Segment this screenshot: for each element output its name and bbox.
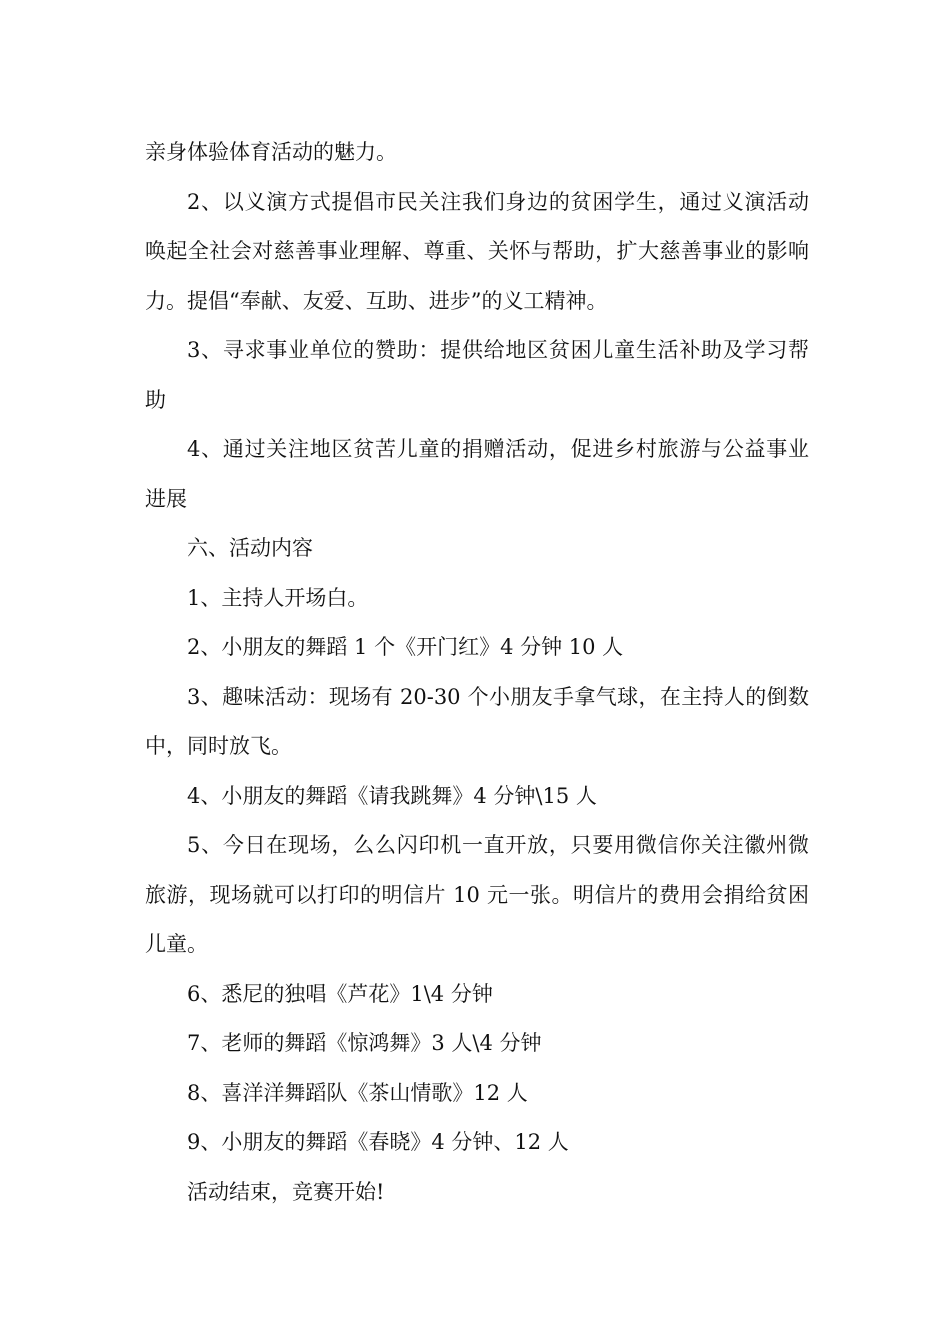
closing-line: 活动结束，竞赛开始!	[187, 1179, 385, 1204]
list-item-1: 1、主持人开场白。	[187, 585, 369, 610]
list-item-9: 9、小朋友的舞蹈《春晓》4 分钟、12 人	[187, 1130, 569, 1154]
list-item-5: 5、今日在现场，么么闪印机一直开放，只要用微信你关注徽州微旅游，现场就可以打印的明信片 10 元一张。明信片的费用会捐给贫困儿童。	[145, 833, 809, 956]
section-heading-activity-content: 六、活动内容	[187, 536, 313, 560]
paragraph-3: 3、寻求事业单位的赞助：提供给地区贫困儿童生活补助及学习帮助	[145, 338, 809, 412]
paragraph-4: 4、通过关注地区贫苦儿童的捐赠活动，促进乡村旅游与公益事业进展	[145, 437, 809, 511]
list-item-2: 2、小朋友的舞蹈 1 个《开门红》4 分钟 10 人	[187, 635, 624, 659]
list-item-6: 6、悉尼的独唱《芦花》1\4 分钟	[187, 981, 493, 1006]
list-item-4: 4、小朋友的舞蹈《请我跳舞》4 分钟\15 人	[187, 783, 597, 808]
list-item-3: 3、趣味活动：现场有 20-30 个小朋友手拿气球，在主持人的倒数中，同时放飞。	[145, 684, 809, 758]
list-item-7: 7、老师的舞蹈《惊鸿舞》3 人\4 分钟	[187, 1031, 542, 1055]
list-item-8: 8、喜洋洋舞蹈队《茶山情歌》12 人	[187, 1080, 528, 1105]
paragraph-1: 亲身体验体育活动的魅力。	[145, 140, 397, 164]
document-body	[145, 128, 809, 1217]
paragraph-2: 2、以义演方式提倡市民关注我们身边的贫困学生，通过义演活动唤起全社会对慈善事业理解、尊重、关怀与帮助，扩大慈善事业的影响力。提倡“奉献、友爱、互助、进步”的义工精神。	[145, 189, 809, 313]
